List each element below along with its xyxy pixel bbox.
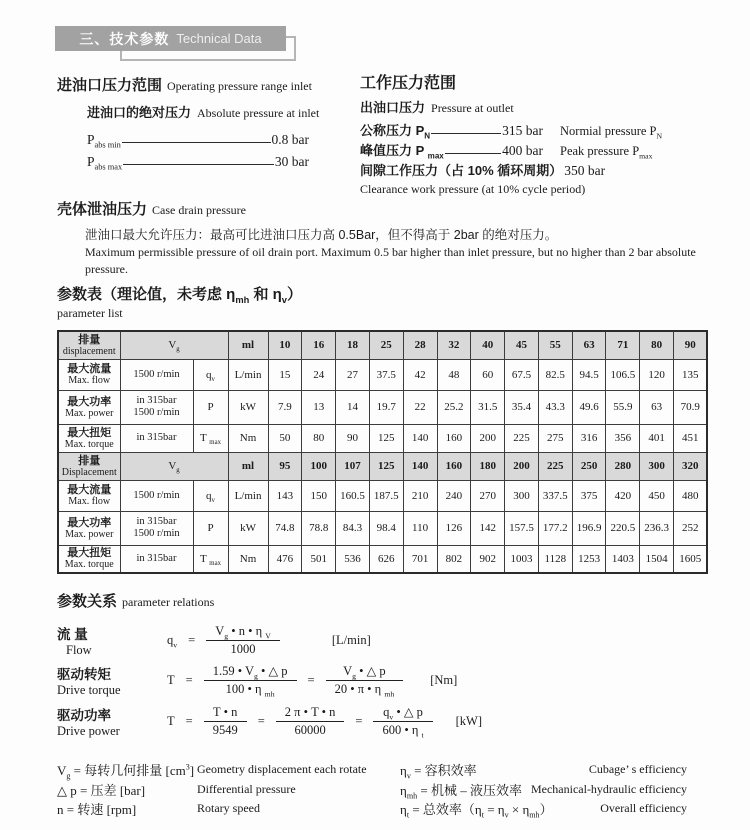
table-cell: 90 xyxy=(336,424,370,452)
table-cell: 1504 xyxy=(640,545,674,573)
table-cell: 177.2 xyxy=(538,511,572,545)
section-banner xyxy=(55,26,286,51)
leader-line xyxy=(431,133,501,134)
table-cell: kW xyxy=(228,390,268,424)
table-cell: 16 xyxy=(302,331,336,359)
torque-label-zh: 驱动转矩 xyxy=(57,666,111,682)
table-cell: Nm xyxy=(228,545,268,573)
clearance-pressure-value: 350 bar xyxy=(564,163,606,178)
p-abs-min-value: 0.8 bar xyxy=(271,132,309,147)
table-cell: 63 xyxy=(640,390,674,424)
table-cell: 63 xyxy=(572,331,606,359)
table-cell: 252 xyxy=(674,511,708,545)
table-cell: 180 xyxy=(471,452,505,480)
table-cell: 210 xyxy=(403,480,437,511)
table-row xyxy=(58,511,707,545)
table-cell: 236.3 xyxy=(640,511,674,545)
banner-title-en: Technical Data xyxy=(176,31,262,46)
table-cell: L/min xyxy=(228,480,268,511)
table-cell: 1253 xyxy=(572,545,606,573)
power-formula-row xyxy=(57,701,717,741)
table-cell: 67.5 xyxy=(505,359,539,390)
table-cell: 187.5 xyxy=(369,480,403,511)
table-cell: 120 xyxy=(640,359,674,390)
table-cell: 48 xyxy=(437,359,471,390)
table-cell: 536 xyxy=(336,545,370,573)
table-cell: 最大流量 Max. flow xyxy=(58,480,120,511)
table-header-row xyxy=(58,452,707,480)
table-header-row xyxy=(58,331,707,359)
torque-formula: T = $\frac{1.59 • V_g • \triangle p}{100 • \eta _{mh}}$ = $\frac{V_g • \triangle p}{20 • \pi • \eta _{mh}}$ [Nm] xyxy=(167,664,458,699)
table-row xyxy=(58,545,707,573)
legend-item: $\eta_{mh}$ = 机械 – 液压效率 Mechanical-hydraulic efficiency xyxy=(400,781,687,801)
table-cell: 71 xyxy=(606,331,640,359)
parameter-list-title-en: parameter list xyxy=(57,306,123,320)
table-row xyxy=(58,390,707,424)
table-cell: 1500 r/min xyxy=(120,480,193,511)
nominal-pressure-row xyxy=(360,119,740,139)
table-cell: 1128 xyxy=(538,545,572,573)
table-cell: L/min xyxy=(228,359,268,390)
table-cell: 84.3 xyxy=(336,511,370,545)
table-cell: 160 xyxy=(437,452,471,480)
table-cell: 125 xyxy=(369,424,403,452)
table-cell: 337.5 xyxy=(538,480,572,511)
table-cell: $q_v$ xyxy=(193,480,228,511)
inlet-pressure-section xyxy=(57,74,357,170)
inlet-subtitle: 进油口的绝对压力 Absolute pressure at inlet xyxy=(87,105,320,120)
nominal-pressure-en: Normial pressure $P_N$ xyxy=(560,124,663,141)
table-cell: 250 xyxy=(572,452,606,480)
table-cell: 10 xyxy=(268,331,302,359)
table-cell: 13 xyxy=(302,390,336,424)
torque-formula-row xyxy=(57,660,717,700)
symbol-legend xyxy=(57,760,687,819)
table-cell: 94.5 xyxy=(572,359,606,390)
case-drain-text-zh: 泄油口最大允许压力：最高可比进油口压力高 0.5Bar，但不得高于 2bar 的绝对压力。 xyxy=(85,228,558,242)
table-cell: 126 xyxy=(437,511,471,545)
table-cell: 60 xyxy=(471,359,505,390)
table-cell: 55.9 xyxy=(606,390,640,424)
table-cell: 31.5 xyxy=(471,390,505,424)
table-cell: 74.8 xyxy=(268,511,302,545)
outlet-subtitle: 出油口压力 Pressure at outlet xyxy=(360,100,514,115)
legend-item: △ p = 压差 [bar] Differential pressure xyxy=(57,781,296,798)
table-cell: 401 xyxy=(640,424,674,452)
table-cell: T $_{max}$ xyxy=(193,424,228,452)
table-cell: 110 xyxy=(403,511,437,545)
nominal-pressure-value: 315 bar xyxy=(502,123,543,138)
table-cell: 100 xyxy=(302,452,336,480)
case-drain-title: 壳体泄油压力 Case drain pressure xyxy=(57,201,246,218)
table-cell: $V_g$ xyxy=(120,452,228,480)
table-cell: 95 xyxy=(268,452,302,480)
table-cell: 90 xyxy=(674,331,708,359)
table-cell: 200 xyxy=(471,424,505,452)
legend-item: n = 转速 [rpm] Rotary speed xyxy=(57,801,260,818)
table-cell: 1003 xyxy=(505,545,539,573)
table-cell: 排量 Displacement xyxy=(58,452,120,480)
table-cell: 300 xyxy=(505,480,539,511)
table-cell: 7.9 xyxy=(268,390,302,424)
table-cell: 701 xyxy=(403,545,437,573)
peak-pressure-en: Peak pressure $P_{max}$ xyxy=(560,144,653,161)
clearance-pressure-label: 间隙工作压力（占 10% 循环周期） xyxy=(360,163,563,178)
legend-item: $V_g$ = 每转几何排量 $[cm^3]$ Geometry displacement each rotate xyxy=(57,762,367,781)
table-cell: 476 xyxy=(268,545,302,573)
table-cell: T $_{max}$ xyxy=(193,545,228,573)
table-cell: 32 xyxy=(437,331,471,359)
table-cell: 420 xyxy=(606,480,640,511)
inlet-min-pressure-row xyxy=(87,126,309,148)
table-cell: 106.5 xyxy=(606,359,640,390)
power-label-zh: 驱动功率 xyxy=(57,707,111,723)
table-cell: 最大功率 Max. power xyxy=(58,511,120,545)
table-cell: 140 xyxy=(403,424,437,452)
peak-pressure-row xyxy=(360,139,740,159)
flow-formula-row xyxy=(57,620,717,660)
case-drain-text-en: Maximum permissible pressure of oil drain port. Maximum 0.5 bar higher than inlet pressure, but no higher than 2 bar absolute pressure. xyxy=(85,245,696,276)
table-cell: 14 xyxy=(336,390,370,424)
table-cell: 480 xyxy=(674,480,708,511)
table-cell: 140 xyxy=(403,452,437,480)
nominal-pressure-label: 公称压力 $P_N$ xyxy=(360,123,431,141)
relations-title: 参数关系 parameter relations xyxy=(57,593,215,610)
legend-item: $\eta_v$ = 容积效率 Cubage’ s efficiency xyxy=(400,762,687,781)
table-cell: 451 xyxy=(674,424,708,452)
table-cell: 40 xyxy=(471,331,505,359)
power-label-en: Drive power xyxy=(57,723,120,738)
table-cell: 501 xyxy=(302,545,336,573)
table-cell: 300 xyxy=(640,452,674,480)
flow-label-en: Flow xyxy=(66,642,92,657)
table-cell: 最大功率 Max. power xyxy=(58,390,120,424)
table-cell: 19.7 xyxy=(369,390,403,424)
table-cell: 225 xyxy=(505,424,539,452)
table-cell: 35.4 xyxy=(505,390,539,424)
table-cell: 375 xyxy=(572,480,606,511)
table-cell: 15 xyxy=(268,359,302,390)
table-cell: 50 xyxy=(268,424,302,452)
table-cell: $V_g$ xyxy=(120,331,228,359)
table-cell: 240 xyxy=(437,480,471,511)
table-cell: 107 xyxy=(336,452,370,480)
table-cell: 125 xyxy=(369,452,403,480)
table-cell: P xyxy=(193,511,228,545)
table-cell: 80 xyxy=(302,424,336,452)
inlet-max-pressure-row xyxy=(87,148,309,170)
case-drain-section xyxy=(57,198,717,278)
table-cell: in 315bar xyxy=(120,424,193,452)
table-cell: $q_v$ xyxy=(193,359,228,390)
table-row xyxy=(58,480,707,511)
table-cell: 49.6 xyxy=(572,390,606,424)
table-cell: 143 xyxy=(268,480,302,511)
power-unit: [kW] xyxy=(455,713,483,728)
table-row xyxy=(58,424,707,452)
table-cell: 275 xyxy=(538,424,572,452)
table-cell: 270 xyxy=(471,480,505,511)
table-cell: in 315bar xyxy=(120,545,193,573)
p-abs-max-symbol: $P_{abs max}$ xyxy=(87,154,123,172)
leader-line xyxy=(122,142,271,143)
table-cell: 70.9 xyxy=(674,390,708,424)
table-cell: 280 xyxy=(606,452,640,480)
banner-title-zh: 三、技术参数 xyxy=(79,30,170,47)
clearance-pressure-en: Clearance work pressure (at 10% cycle period) xyxy=(360,182,586,196)
table-cell: in 315bar 1500 r/min xyxy=(120,390,193,424)
p-abs-max-value: 30 bar xyxy=(274,154,309,169)
parameter-list-title-zh: 参数表（理论值，未考虑 $\eta_{mh}$ 和 $\eta_v$） xyxy=(57,286,302,305)
table-cell: 55 xyxy=(538,331,572,359)
table-cell: 1403 xyxy=(606,545,640,573)
table-cell: 24 xyxy=(302,359,336,390)
power-formula: T = $\frac{T • n}{9549}$ = $\frac{2 \pi • T • n}{60000}$ = $\frac{q_v • \triangle p}{600 • \eta _t}$ [kW] xyxy=(167,704,483,740)
table-cell: 196.9 xyxy=(572,511,606,545)
table-cell: 42 xyxy=(403,359,437,390)
table-cell: 排量 displacement xyxy=(58,331,120,359)
table-cell: 902 xyxy=(471,545,505,573)
torque-label-en: Drive torque xyxy=(57,682,121,697)
table-cell: 37.5 xyxy=(369,359,403,390)
table-cell: 135 xyxy=(674,359,708,390)
table-cell: 最大扭矩 Max. torque xyxy=(58,545,120,573)
table-cell: 320 xyxy=(674,452,708,480)
clearance-pressure-row xyxy=(360,159,740,179)
table-cell: 82.5 xyxy=(538,359,572,390)
table-cell: 18 xyxy=(336,331,370,359)
peak-pressure-value: 400 bar xyxy=(502,143,543,158)
table-cell: 142 xyxy=(471,511,505,545)
table-cell: P xyxy=(193,390,228,424)
table-cell: 43.3 xyxy=(538,390,572,424)
table-cell: 626 xyxy=(369,545,403,573)
table-cell: 225 xyxy=(538,452,572,480)
table-cell: 150 xyxy=(302,480,336,511)
table-cell: ml xyxy=(228,452,268,480)
flow-label-zh: 流 量 xyxy=(57,626,88,642)
flow-formula: $q_v$ = $\frac{V_g • n • \eta _V}{1000}$ [L/min] xyxy=(167,623,371,656)
table-cell: 80 xyxy=(640,331,674,359)
parameter-table xyxy=(57,330,708,574)
table-cell: 1500 r/min xyxy=(120,359,193,390)
parameter-list-title xyxy=(57,283,557,321)
leader-line xyxy=(123,164,274,165)
table-cell: Nm xyxy=(228,424,268,452)
table-cell: ml xyxy=(228,331,268,359)
table-cell: 160.5 xyxy=(336,480,370,511)
table-cell: 157.5 xyxy=(505,511,539,545)
p-abs-min-symbol: $P_{abs min}$ xyxy=(87,132,121,150)
working-pressure-title: 工作压力范围 xyxy=(360,75,457,92)
table-cell: 356 xyxy=(606,424,640,452)
table-cell: 最大流量 Max. flow xyxy=(58,359,120,390)
leader-line xyxy=(445,153,501,154)
table-cell: 1605 xyxy=(674,545,708,573)
inlet-title: 进油口压力范围 Operating pressure range inlet xyxy=(57,77,312,94)
table-cell: 最大扭矩 Max. torque xyxy=(58,424,120,452)
table-cell: 28 xyxy=(403,331,437,359)
table-cell: 200 xyxy=(505,452,539,480)
flow-unit: [L/min] xyxy=(331,632,371,647)
table-cell: 25.2 xyxy=(437,390,471,424)
table-row xyxy=(58,359,707,390)
table-cell: 450 xyxy=(640,480,674,511)
table-cell: 802 xyxy=(437,545,471,573)
table-cell: 25 xyxy=(369,331,403,359)
table-cell: 316 xyxy=(572,424,606,452)
table-cell: 160 xyxy=(437,424,471,452)
legend-item: $\eta_t$ = 总效率$(\eta_t = \eta_v \times \eta_{mh})$ Overall efficiency xyxy=(400,801,687,820)
working-pressure-section xyxy=(360,70,740,197)
torque-unit: [Nm] xyxy=(430,672,458,687)
table-cell: 45 xyxy=(505,331,539,359)
table-cell: 22 xyxy=(403,390,437,424)
table-cell: 220.5 xyxy=(606,511,640,545)
table-cell: kW xyxy=(228,511,268,545)
table-cell: 78.8 xyxy=(302,511,336,545)
peak-pressure-label: 峰值压力 P $_{max}$ xyxy=(360,143,444,161)
table-cell: 98.4 xyxy=(369,511,403,545)
table-cell: in 315bar 1500 r/min xyxy=(120,511,193,545)
table-cell: 27 xyxy=(336,359,370,390)
